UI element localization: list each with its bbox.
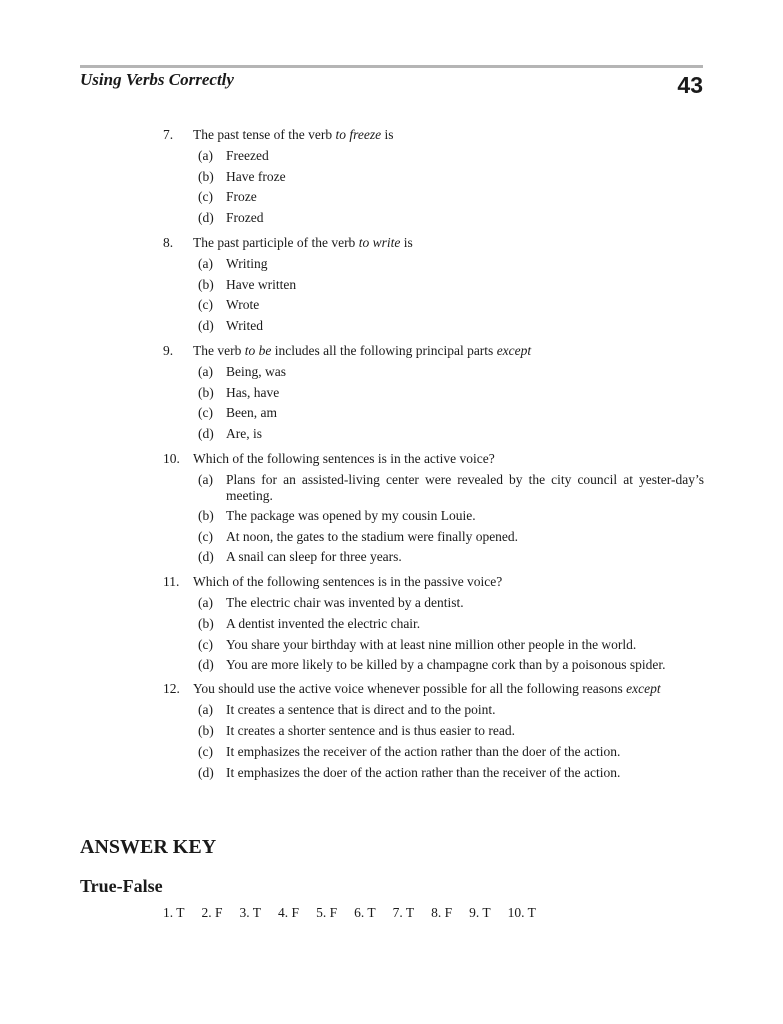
question-number: 9. bbox=[163, 342, 174, 358]
option-a: (a) It creates a sentence that is direct and to the point. bbox=[198, 702, 496, 718]
answer-7: 7. T bbox=[392, 905, 415, 920]
option-c: (c) It emphasizes the receiver of the action rather than the doer of the action. bbox=[198, 743, 621, 759]
true-false-heading: True-False bbox=[80, 876, 163, 896]
option-c: (c) Been, am bbox=[198, 405, 277, 421]
question-text: Which of the following sentences is in the passive voice? bbox=[193, 574, 503, 590]
question-text: You should use the active voice whenever possible for all the following reasons except bbox=[193, 681, 661, 697]
option-d: (d) Are, is bbox=[198, 426, 262, 442]
question-number: 12. bbox=[163, 681, 180, 697]
question-8 bbox=[163, 233, 704, 337]
question-text: Which of the following sentences is in the active voice? bbox=[193, 450, 495, 466]
option-a: (a) The electric chair was invented by a dentist. bbox=[198, 594, 464, 610]
question-11 bbox=[163, 572, 704, 675]
option-a: (a) Being, was bbox=[198, 363, 286, 379]
option-b: (b) It creates a shorter sentence and is thus easier to read. bbox=[198, 722, 515, 738]
question-text: The verb to be includes all the following principal parts except bbox=[193, 342, 532, 358]
option-b: (b) Has, have bbox=[198, 384, 280, 400]
option-a: (a) Writing bbox=[198, 255, 268, 271]
true-false-answers bbox=[163, 905, 553, 921]
option-d: (d) It emphasizes the doer of the action rather than the receiver of the action. bbox=[198, 764, 621, 780]
question-12 bbox=[163, 679, 704, 783]
running-head: Using Verbs Correctly bbox=[80, 70, 234, 89]
question-10 bbox=[163, 449, 704, 568]
header-rule bbox=[80, 65, 703, 68]
option-a: (a) Freezed bbox=[198, 147, 269, 163]
answer-4: 4. F bbox=[278, 905, 300, 920]
question-list bbox=[163, 125, 704, 787]
option-c: (c) At noon, the gates to the stadium were finally opened. bbox=[198, 528, 519, 544]
answer-6: 6. T bbox=[354, 905, 376, 920]
question-number: 8. bbox=[163, 234, 174, 250]
answer-5: 5. F bbox=[316, 905, 338, 920]
question-7 bbox=[163, 125, 704, 229]
option-b: (b) Have written bbox=[198, 276, 297, 292]
option-a: (a) Plans for an assisted-living center were revealed by the city council at yester-day’s meeting. bbox=[198, 471, 704, 503]
answer-3: 3. T bbox=[239, 905, 262, 920]
answer-key-heading: ANSWER KEY bbox=[80, 836, 217, 858]
answer-1: 1. T bbox=[163, 905, 185, 920]
option-c: (c) Wrote bbox=[198, 297, 260, 313]
answer-2: 2. F bbox=[201, 905, 223, 920]
option-b: (b) The package was opened by my cousin Louie. bbox=[198, 507, 476, 523]
option-d: (d) Frozed bbox=[198, 210, 264, 226]
question-text: The past tense of the verb to freeze is bbox=[193, 127, 394, 142]
question-number: 10. bbox=[163, 450, 180, 466]
page-number: 43 bbox=[677, 72, 703, 98]
option-d: (d) A snail can sleep for three years. bbox=[198, 549, 402, 565]
answer-10: 10. T bbox=[507, 905, 536, 920]
question-9 bbox=[163, 341, 704, 445]
option-d: (d) You are more likely to be killed by a champagne cork than by a poisonous spider. bbox=[198, 657, 666, 673]
option-b: (b) Have froze bbox=[198, 168, 286, 184]
answer-9: 9. T bbox=[469, 905, 491, 920]
option-c: (c) Froze bbox=[198, 189, 257, 205]
question-number: 11. bbox=[163, 574, 180, 590]
answer-8: 8. F bbox=[431, 905, 453, 920]
option-c: (c) You share your birthday with at least nine million other people in the world. bbox=[198, 636, 637, 652]
option-b: (b) A dentist invented the electric chair. bbox=[198, 615, 421, 631]
option-d: (d) Writed bbox=[198, 318, 263, 334]
question-number: 7. bbox=[163, 127, 174, 142]
question-text: The past participle of the verb to write is bbox=[193, 234, 413, 250]
